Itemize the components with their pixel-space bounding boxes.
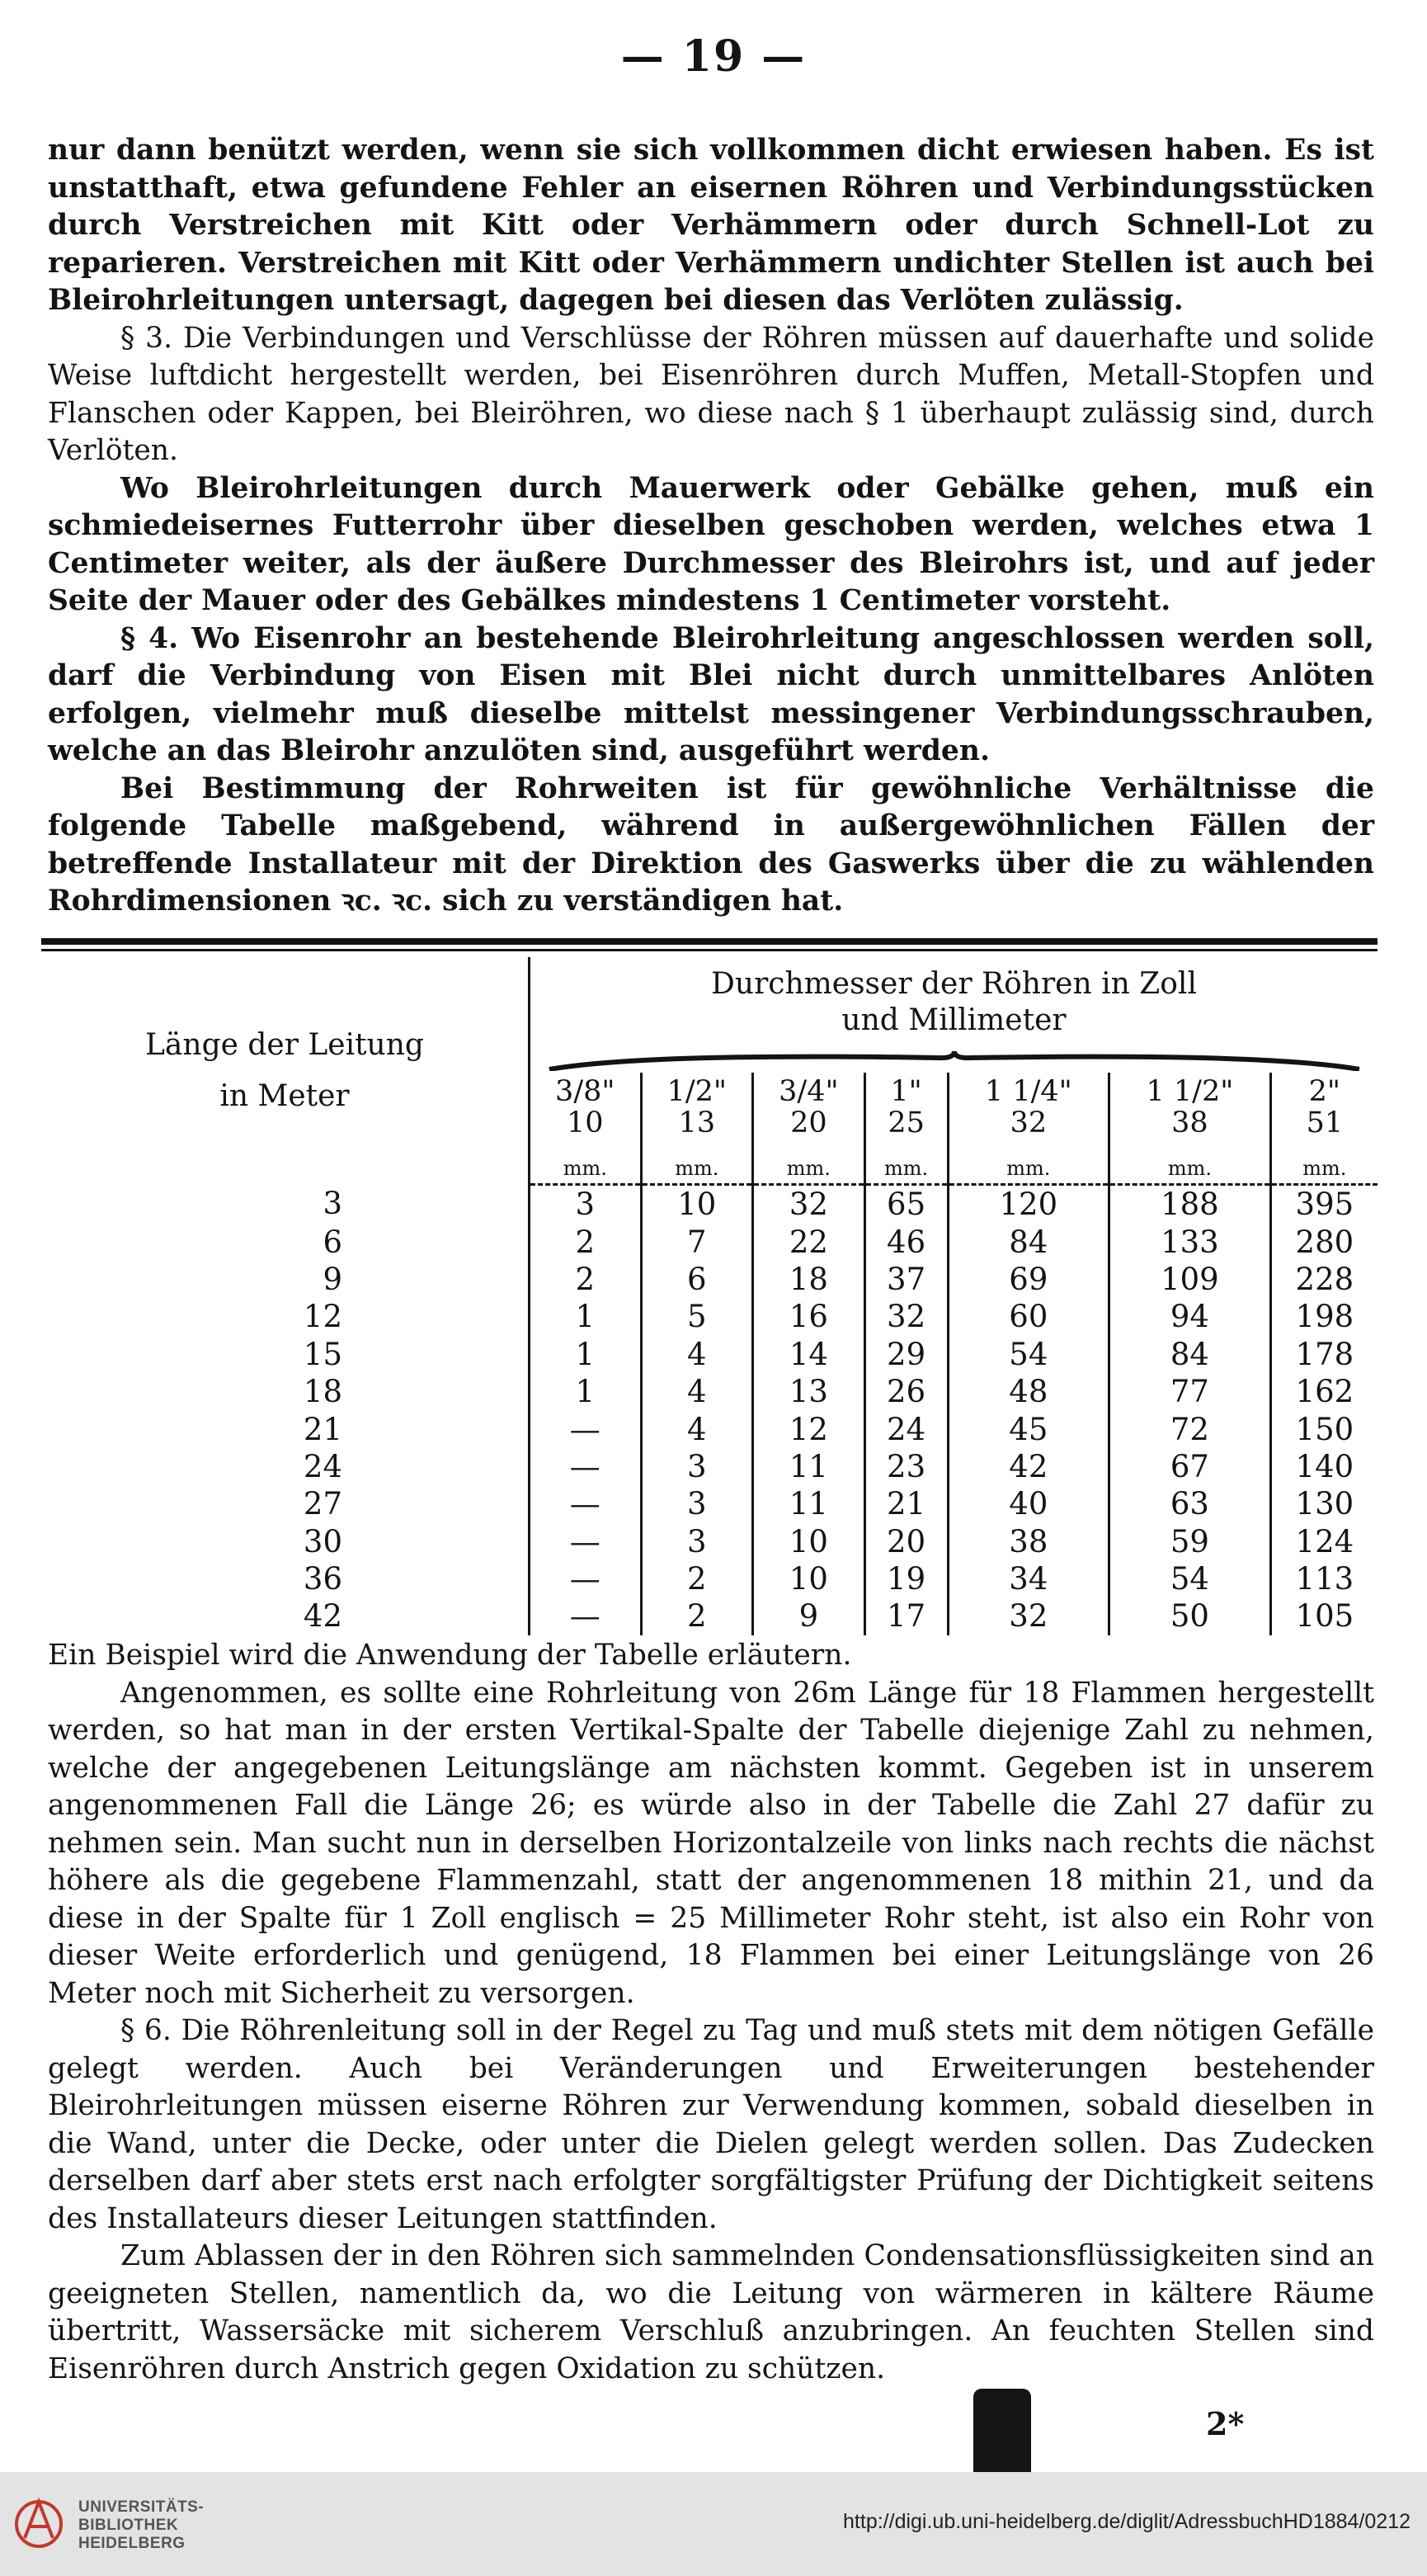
flame-count-cell: 4 [641,1373,753,1410]
flame-count-cell: 23 [864,1448,948,1485]
inch-value: 1" [890,1075,922,1108]
flame-count-cell: 2 [641,1597,753,1635]
table-top-thin-rule [41,949,1378,951]
unit-label: mm. [1109,1152,1271,1185]
table-row [41,1485,1378,1522]
pipe-dimension-table [41,957,1378,1635]
flame-count-cell: 59 [1109,1523,1271,1560]
flame-count-cell: 2 [641,1560,753,1597]
length-header-line1: Länge der Leitung [145,1027,424,1062]
diameter-column-header [530,1073,642,1152]
length-cell: 27 [303,1486,342,1522]
flame-count-cell: 3 [530,1185,642,1224]
flame-count-cell: 3 [641,1523,753,1560]
library-name-line1: UNIVERSITÄTS- [78,2498,205,2516]
mm-value: 38 [1171,1106,1208,1139]
flame-count-cell: 178 [1270,1336,1378,1373]
flame-count-cell: 84 [948,1223,1109,1260]
inch-value: 3/8" [555,1075,615,1108]
length-cell: 18 [303,1374,342,1410]
flame-count-cell: 22 [753,1223,865,1260]
diameter-column-header [864,1073,948,1152]
flame-count-cell: 10 [753,1560,865,1597]
inch-value: 1 1/2" [1146,1075,1234,1108]
flame-count-cell: 19 [864,1560,948,1597]
diameter-column-header [753,1073,865,1152]
flame-count-cell: 150 [1270,1410,1378,1447]
length-cell: 21 [303,1411,342,1447]
library-name-line3: HEIDELBERG [78,2535,186,2552]
flame-count-cell: 7 [641,1223,753,1260]
flame-count-cell: 40 [948,1485,1109,1522]
header-brace [530,1048,1378,1073]
table-row [41,1185,1378,1224]
mm-value: 32 [1010,1106,1048,1139]
flame-count-cell: 84 [1109,1336,1271,1373]
table-row [41,1597,1378,1635]
flame-count-cell: 14 [753,1336,865,1373]
flame-count-cell: 48 [948,1373,1109,1410]
table-row [41,1336,1378,1373]
flame-count-cell: 50 [1109,1597,1271,1635]
length-cell: 12 [303,1299,342,1335]
table-row [41,1223,1378,1260]
flame-count-cell: 1 [530,1373,642,1410]
flame-count-cell: 11 [753,1485,865,1522]
unit-label: mm. [641,1152,753,1185]
top-text [48,132,1374,921]
paragraph-1: nur dann benützt werden, wenn sie sich vollkommen dicht erwiesen haben. Es ist unstatthaft, etwa gefundene Fehler an eisernen Röhren und Verbindungsstücken durch Verstreichen mit Kitt oder Verhämmern oder durch Schnell-Lot zu reparieren. Verstreichen mit Kitt oder Verhämmern undichter Stellen ist auch bei Bleirohrleitungen untersagt, dagegen bei diesen das Verlöten zulässig. [48,134,1374,317]
source-url-link[interactable]: http://digi.ub.uni-heidelberg.de/diglit/AdressbuchHD1884/0212 [843,2510,1411,2533]
length-cell: 9 [323,1261,342,1297]
flame-count-cell: 109 [1109,1261,1271,1298]
flame-count-cell: 124 [1270,1523,1378,1560]
flame-count-cell: 24 [864,1410,948,1447]
length-cell: 15 [303,1336,342,1372]
diameter-column-header [1109,1073,1271,1152]
library-name [78,2498,204,2553]
diameter-column-header [641,1073,753,1152]
flame-count-cell: 69 [948,1261,1109,1298]
flame-count-cell: 94 [1109,1298,1271,1335]
flame-count-cell: 228 [1270,1261,1378,1298]
flame-count-cell: 12 [753,1410,865,1447]
table-row [41,1261,1378,1298]
flame-count-cell: 18 [753,1261,865,1298]
unit-label: mm. [948,1152,1109,1185]
flame-count-cell: 188 [1109,1185,1271,1224]
bottom-text [48,1637,1374,2388]
flame-count-cell: 2 [530,1261,642,1298]
flame-count-cell: 113 [1270,1560,1378,1597]
paragraph-4: § 4. Wo Eisenrohr an bestehende Bleirohrleitung angeschlossen werden soll, darf die Verbindung von Eisen mit Blei nicht durch unmittelbares Anlöten erfolgen, vielmehr muß dieselbe mittelst messingener Verbindungsschrauben, welche an das Bleirohr anzulöten sind, ausgeführt werden. [48,621,1374,767]
flame-count-cell: 3 [641,1448,753,1485]
flame-count-cell: — [530,1597,642,1635]
flame-count-cell: 21 [864,1485,948,1522]
length-cell: 6 [323,1224,342,1260]
flame-count-cell: 46 [864,1223,948,1260]
inch-value: 1 1/4" [984,1075,1072,1108]
mm-value: 20 [790,1106,827,1139]
paragraph-8: § 6. Die Röhrenleitung soll in der Regel zu Tag und muß stets mit dem nötigen Gefälle gelegt werden. Auch bei Veränderungen und Erweiterungen bestehender Bleirohrleitungen müssen eiserne Röhren zur Verwendung kommen, sobald dieselben in die Wand, unter die Decke, oder unter die Dielen gelegt werden sollen. Das Zudecken derselben darf aber stets erst nach erfolgter sorgfältigster Prüfung der Dichtigkeit seitens des Installateurs dieser Leitungen stattfinden. [48,2014,1374,2235]
length-column-header [41,957,530,1185]
unit-label: mm. [753,1152,865,1185]
inch-value: 1/2" [666,1075,728,1108]
flame-count-cell: 60 [948,1298,1109,1335]
flame-count-cell: 1 [530,1336,642,1373]
flame-count-cell: 133 [1109,1223,1271,1260]
paragraph-9: Zum Ablassen der in den Röhren sich sammelnden Condensationsflüssigkeiten sind an geeigneten Stellen, namentlich da, wo die Leitung von wärmeren in kältere Räume übertritt, Wassersäcke mit sicherem Verschluß anzubringen. An feuchten Stellen sind Eisenröhren durch Anstrich gegen Oxidation zu schützen. [48,2239,1374,2385]
flame-count-cell: 10 [641,1185,753,1224]
flame-count-cell: 20 [864,1523,948,1560]
flame-count-cell: 11 [753,1448,865,1485]
flame-count-cell: — [530,1523,642,1560]
university-seal-icon [13,2490,64,2558]
flame-count-cell: 140 [1270,1448,1378,1485]
flame-count-cell: 32 [753,1185,865,1224]
mm-value: 10 [567,1106,604,1139]
flame-count-cell: 280 [1270,1223,1378,1260]
flame-count-cell: 32 [864,1298,948,1335]
diameter-group-header [530,957,1378,1048]
inch-value: 3/4" [779,1075,839,1108]
flame-count-cell: 3 [641,1485,753,1522]
paragraph-5: Bei Bestimmung der Rohrweiten ist für gewöhnliche Verhältnisse die folgende Tabelle maßgebend, während in außergewöhnlichen Fällen der betreffende Installateur mit der Direktion des Gaswerks über die zu wählenden Rohrdimensionen ꝛc. ꝛc. sich zu verständigen hat. [48,771,1374,918]
flame-count-cell: 65 [864,1185,948,1224]
table-row [41,1373,1378,1410]
flame-count-cell: 120 [948,1185,1109,1224]
flame-count-cell: 67 [1109,1448,1271,1485]
flame-count-cell: 34 [948,1560,1109,1597]
flame-count-cell: 5 [641,1298,753,1335]
flame-count-cell: 4 [641,1336,753,1373]
paragraph-2: § 3. Die Verbindungen und Verschlüsse der Röhren müssen auf dauerhafte und solide Weise luftdicht hergestellt werden, bei Eisenröhren durch Muffen, Metall-Stopfen und Flanschen oder Kappen, bei Bleiröhren, wo diese nach § 1 überhaupt zulässig sind, durch Verlöten. [48,321,1374,467]
flame-count-cell: 54 [948,1336,1109,1373]
paragraph-6: Ein Beispiel wird die Anwendung der Tabelle erläutern. [48,1639,852,1672]
table-row [41,1448,1378,1485]
footer-bar [0,2472,1427,2576]
flame-count-cell: 42 [948,1448,1109,1485]
diameter-column-header [948,1073,1109,1152]
flame-count-cell: 9 [753,1597,865,1635]
table-row [41,1298,1378,1335]
diameter-column-header [1270,1073,1378,1152]
flame-count-cell: 10 [753,1523,865,1560]
flame-count-cell: 105 [1270,1597,1378,1635]
flame-count-cell: 32 [948,1597,1109,1635]
diameter-header-line2: und Millimeter [841,1003,1067,1037]
flame-count-cell: 198 [1270,1298,1378,1335]
mm-value: 13 [678,1106,716,1139]
mm-value: 25 [888,1106,925,1139]
flame-count-cell: 4 [641,1410,753,1447]
flame-count-cell: 37 [864,1261,948,1298]
library-name-line2: BIBLIOTHEK [78,2517,179,2534]
length-cell: 30 [303,1523,342,1559]
length-cell: 24 [303,1448,342,1484]
flame-count-cell: 6 [641,1261,753,1298]
flame-count-cell: 162 [1270,1373,1378,1410]
length-header-line2: in Meter [219,1078,350,1113]
page-number: — 19 — [620,31,807,82]
flame-count-cell: 63 [1109,1485,1271,1522]
length-cell: 42 [303,1598,342,1635]
flame-count-cell: 1 [530,1298,642,1335]
flame-count-cell: 77 [1109,1373,1271,1410]
flame-count-cell: 45 [948,1410,1109,1447]
flame-count-cell: 13 [753,1373,865,1410]
flame-count-cell: — [530,1485,642,1522]
flame-count-cell: 2 [530,1223,642,1260]
mm-value: 51 [1306,1106,1344,1139]
flame-count-cell: — [530,1560,642,1597]
unit-label: mm. [864,1152,948,1185]
paragraph-7: Angenommen, es sollte eine Rohrleitung von 26m Länge für 18 Flammen hergestellt werden, so hat man in der ersten Vertikal-Spalte der Tabelle diejenige Zahl zu nehmen, welche der angegebenen Leitungslänge am nächsten kommt. Gegeben ist in unserem angenommenen Fall die Länge 26; es würde also in der Tabelle die Zahl 27 dafür zu nehmen sein. Man sucht nun in derselben Horizontalzeile von links nach rechts die nächst höhere als die gegebene Flammenzahl, statt der angenommenen 18 mithin 21, und da diese in der Spalte für 1 Zoll englisch = 25 Millimeter Rohr steht, ist also ein Rohr von dieser Weite erforderlich und genügend, 18 Flammen bei einer Leitungslänge von 26 Meter noch mit Sicherheit zu versorgen. [48,1676,1374,2010]
signature-mark: 2* [1206,2405,1245,2442]
brace-icon [548,1050,1361,1071]
ink-blot [973,2389,1031,2475]
flame-count-cell: 130 [1270,1485,1378,1522]
flame-count-cell: 29 [864,1336,948,1373]
diameter-header-line1: Durchmesser der Röhren in Zoll [711,967,1197,1001]
flame-count-cell: 26 [864,1373,948,1410]
flame-count-cell: 16 [753,1298,865,1335]
table-row [41,1560,1378,1597]
flame-count-cell: 395 [1270,1185,1378,1224]
table-row [41,1523,1378,1560]
inch-value: 2" [1308,1075,1341,1108]
unit-label: mm. [1270,1152,1378,1185]
flame-count-cell: — [530,1410,642,1447]
table-top-rule [41,938,1378,945]
flame-count-cell: 72 [1109,1410,1271,1447]
paragraph-3: Wo Bleirohrleitungen durch Mauerwerk oder Gebälke gehen, muß ein schmiedeisernes Futterrohr über dieselben geschoben werden, welches etwa 1 Centimeter weiter, als der äußere Durchmesser des Bleirohrs ist, und auf jeder Seite der Mauer oder des Gebälkes mindestens 1 Centimeter vorsteht. [48,471,1374,617]
flame-count-cell: 38 [948,1523,1109,1560]
flame-count-cell: 17 [864,1597,948,1635]
table-row [41,1410,1378,1447]
flame-count-cell: 54 [1109,1560,1271,1597]
flame-count-cell: — [530,1448,642,1485]
length-cell: 3 [323,1186,342,1222]
length-cell: 36 [303,1561,342,1597]
unit-label: mm. [530,1152,642,1185]
